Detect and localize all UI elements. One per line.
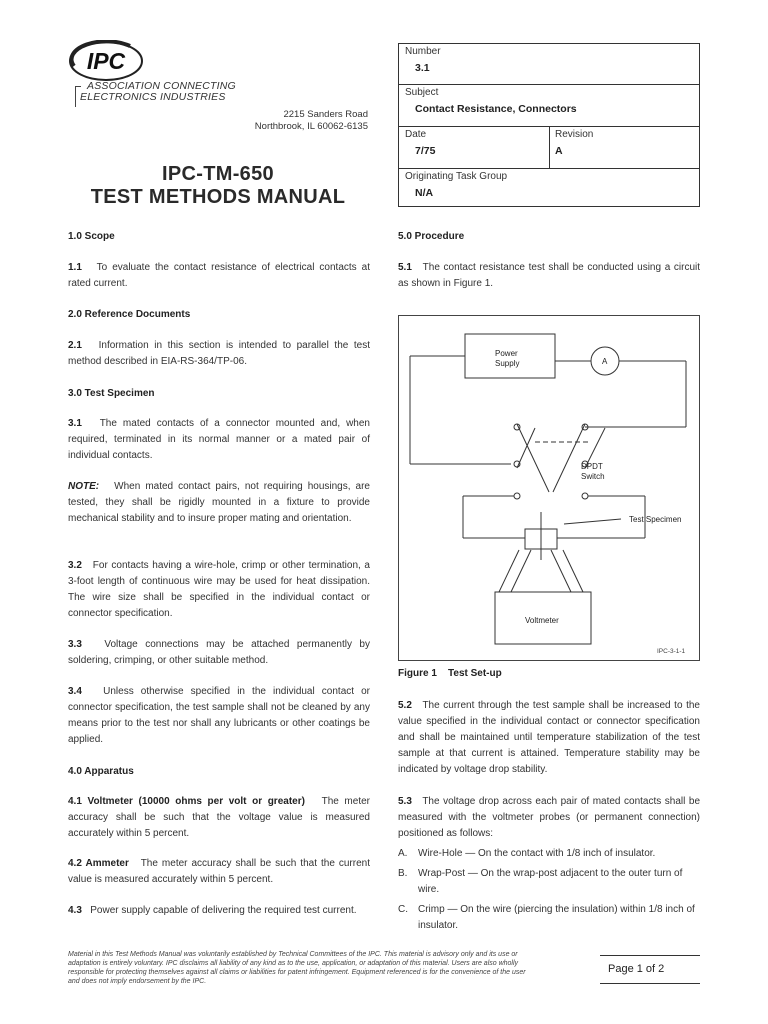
para-number: 1.1 xyxy=(68,262,82,273)
para-3-1 xyxy=(68,416,370,464)
section-procedure-heading: 5.0 Procedure xyxy=(398,231,465,242)
para-number: 2.1 xyxy=(68,340,82,351)
org-name-line2: ELECTRONICS INDUSTRIES xyxy=(80,91,226,103)
task-row xyxy=(399,168,699,208)
list-text: Wrap-Post — On the wrap-post adjacent to the outer turn of wire. xyxy=(418,868,683,895)
para-4-1 xyxy=(68,794,370,842)
section-apparatus-heading: 4.0 Apparatus xyxy=(68,766,134,777)
list-marker: B. xyxy=(398,868,408,879)
revision-value: A xyxy=(555,145,563,157)
address-line2: Northbrook, IL 60062-6135 xyxy=(254,121,368,132)
para-5-3 xyxy=(398,794,700,842)
ammeter-label: A xyxy=(602,357,608,366)
switch-label-2: Switch xyxy=(581,472,605,481)
number-value: 3.1 xyxy=(415,62,430,74)
org-name-line1: ASSOCIATION CONNECTING xyxy=(87,80,236,92)
number-row xyxy=(399,44,699,85)
para-heading: 4.2 Ammeter xyxy=(68,858,129,869)
para-3-3 xyxy=(68,637,370,669)
power-supply-label-2: Supply xyxy=(495,359,520,368)
para-text: The meter accuracy shall be such that the voltage value is measured accurately within 5 percent. xyxy=(68,796,370,839)
para-text: Voltage connections may be attached permanently by soldering, crimping, or other suitable method. xyxy=(68,639,370,666)
para-number: 3.2 xyxy=(68,560,82,571)
list-text: Crimp — On the wire (piercing the insulation) within 1/8 inch of insulator. xyxy=(418,904,695,931)
power-supply-label-1: Power xyxy=(495,349,518,358)
address xyxy=(255,109,368,133)
date-value: 7/75 xyxy=(415,145,436,157)
date-divider xyxy=(549,126,550,168)
ipc-logo xyxy=(68,40,144,82)
para-2-1 xyxy=(68,338,370,370)
subject-row xyxy=(399,84,699,127)
para-3-2 xyxy=(68,558,370,622)
para-number: 4.3 xyxy=(68,905,82,916)
voltmeter-label: Voltmeter xyxy=(525,616,559,625)
task-label: Originating Task Group xyxy=(405,171,508,182)
list-text: Wire-Hole — On the contact with 1/8 inch of insulator. xyxy=(418,848,656,859)
para-number: 3.3 xyxy=(68,639,82,650)
para-number: 5.1 xyxy=(398,262,412,273)
note-label: NOTE: xyxy=(68,481,100,492)
address-line1: 2215 Sanders Road xyxy=(283,109,368,120)
para-text: The meter accuracy shall be such that the current value is measured accurately within 5 percent. xyxy=(68,858,370,885)
para-text: Power supply capable of delivering the required test current. xyxy=(90,905,357,916)
figure-caption: Figure 1 Test Set-up xyxy=(398,668,502,679)
list-marker: A. xyxy=(398,848,408,859)
date-row xyxy=(399,126,699,169)
para-3-4 xyxy=(68,684,370,748)
revision-label: Revision xyxy=(555,129,594,140)
para-1-1 xyxy=(68,260,370,292)
para-text: Unless otherwise specified in the individual contact or connector specification, the test sample shall not be cleaned by any means prior to the test nor shall any lubricants or other coatings be applied. xyxy=(68,686,370,745)
specimen-label: Test Specimen xyxy=(629,515,682,524)
page-number: Page 1 of 2 xyxy=(600,955,700,984)
logo-text: IPC xyxy=(86,48,126,74)
circuit-diagram xyxy=(399,316,699,660)
para-text: To evaluate the contact resistance of electrical contacts at rated current. xyxy=(68,262,370,289)
para-heading: 4.1 Voltmeter (10000 ohms per volt or greater) xyxy=(68,796,305,807)
para-4-2 xyxy=(68,856,370,888)
subject-value: Contact Resistance, Connectors xyxy=(415,103,577,115)
para-text: The voltage drop across each pair of mated contacts shall be measured with the voltmeter probes (or permanent connection) positioned as follows: xyxy=(398,796,701,839)
para-text: When mated contact pairs, not requiring housings, are tested, they shall be rigidly mounted in a fixture to provide mechanical stability and to insure proper mating and orientation. xyxy=(68,481,370,524)
para-text: For contacts having a wire-hole, crimp or other termination, a 3-foot length of continuous wire may be used for heat dissipation. The wire size shall be specified in the individual contact or connector specification. xyxy=(68,560,370,619)
para-text: Information in this section is intended to parallel the test method described in EIA-RS-364/TP-06. xyxy=(68,340,371,367)
footer-disclaimer: Material in this Test Methods Manual was voluntarily established by Technical Committees of the IPC. This material is advisory only and its use or adaptation is entirely voluntary. IPC disclaims all liability of any kind as to the use, application, or adaptation of this material. Users are also wholly responsible for protecting themselves against all claims or liabilities for patent infringement. Equipment referenced is for the convenience of the user and does not imply endorsement by the IPC. xyxy=(68,951,526,985)
doc-title-line1: IPC-TM-650 xyxy=(162,163,274,185)
section-scope-heading: 1.0 Scope xyxy=(68,231,115,242)
figure-1 xyxy=(398,315,700,661)
section-references-heading: 2.0 Reference Documents xyxy=(68,309,191,320)
doc-title-line2: TEST METHODS MANUAL xyxy=(90,186,346,208)
para-5-2 xyxy=(398,698,700,778)
para-number: 5.3 xyxy=(398,796,412,807)
para-number: 5.2 xyxy=(398,700,412,711)
info-table xyxy=(398,43,700,207)
switch-label-1: DPDT xyxy=(581,462,603,471)
para-number: 3.4 xyxy=(68,686,82,697)
note-para xyxy=(68,479,370,527)
para-number: 3.1 xyxy=(68,418,82,429)
para-text: The mated contacts of a connector mounted and, when required, terminated in its normal manner or a mated pair of individual contacts. xyxy=(68,418,370,461)
number-label: Number xyxy=(405,46,441,57)
section-specimen-heading: 3.0 Test Specimen xyxy=(68,388,155,399)
subject-label: Subject xyxy=(405,87,439,98)
para-4-3 xyxy=(68,903,370,919)
task-value: N/A xyxy=(415,187,434,199)
para-text: The current through the test sample shall be increased to the value specified in the individual contact or connector specification and shall be maintained until temperature stabilization of the test sample at that current is attained. Temperature stability may be indicated by voltage drop stability. xyxy=(398,700,700,775)
para-5-1 xyxy=(398,260,700,292)
list-marker: C. xyxy=(398,904,408,915)
figure-code: IPC-3-1-1 xyxy=(657,648,686,655)
date-label: Date xyxy=(405,129,427,140)
para-text: The contact resistance test shall be conducted using a circuit as shown in Figure 1. xyxy=(398,262,701,289)
